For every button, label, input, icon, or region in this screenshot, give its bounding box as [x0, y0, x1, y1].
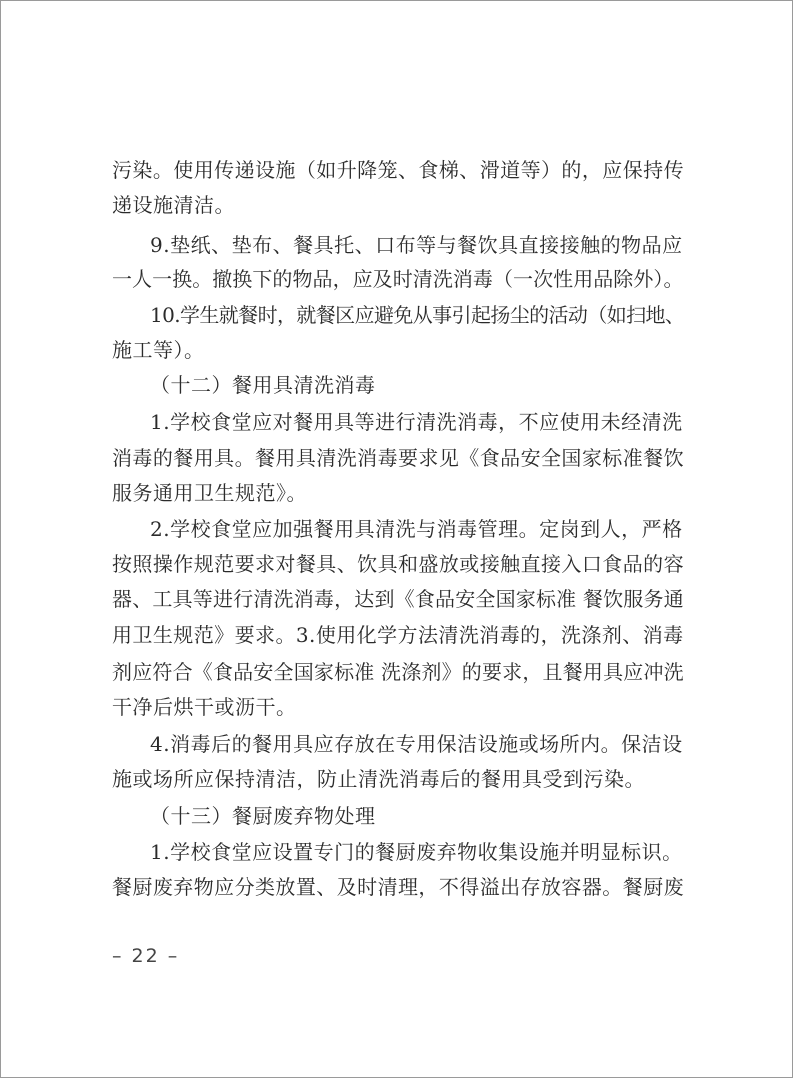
section-heading: （十二）餐用具清洗消毒 [150, 373, 376, 397]
text-line: 消毒的餐用具。餐用具清洗消毒要求见《食品安全国家标准餐饮 [112, 446, 684, 470]
text-line: 餐厨废弃物应分类放置、及时清理，不得溢出存放容器。餐厨废 [112, 875, 684, 899]
text-line: 1.学校食堂应设置专门的餐厨废弃物收集设施并明显标识。 [150, 840, 683, 864]
text-line: 污染。使用传递设施（如升降笼、食梯、滑道等）的，应保持传 [112, 158, 684, 182]
text-line: 1.学校食堂应对餐用具等进行清洗消毒，不应使用未经清洗 [150, 410, 683, 434]
text-line: 干净后烘干或沥干。 [112, 695, 297, 719]
section-heading: （十三）餐厨废弃物处理 [150, 804, 376, 828]
text-line: 递设施清洁。 [112, 193, 235, 217]
text-line: 10.学生就餐时，就餐区应避免从事引起扬尘的活动（如扫地、 [150, 303, 685, 327]
text-line: 服务通用卫生规范》。 [112, 481, 307, 505]
text-line: 2.学校食堂应加强餐用具清洗与消毒管理。定岗到人，严格 [150, 517, 683, 541]
text-line: 一人一换。撤换下的物品，应及时清洗消毒（一次性用品除外）。 [112, 267, 684, 291]
text-line: 按照操作规范要求对餐具、饮具和盛放或接触直接入口食品的容 [112, 552, 684, 576]
page-number: – 22 – [112, 945, 180, 967]
text-line: 9.垫纸、垫布、餐具托、口布等与餐饮具直接接触的物品应 [150, 233, 683, 257]
text-line: 施或场所应保持清洁，防止清洗消毒后的餐用具受到污染。 [112, 767, 645, 791]
text-line: 用卫生规范》要求。3.使用化学方法清洗消毒的，洗涤剂、消毒 [112, 623, 684, 647]
text-line: 剂应符合《食品安全国家标准 洗涤剂》的要求，且餐用具应冲洗 [112, 660, 684, 684]
text-line: 施工等）。 [112, 338, 205, 362]
text-line: 4.消毒后的餐用具应存放在专用保洁设施或场所内。保洁设 [150, 732, 683, 756]
text-line: 器、工具等进行清洗消毒，达到《食品安全国家标准 餐饮服务通 [112, 587, 684, 611]
